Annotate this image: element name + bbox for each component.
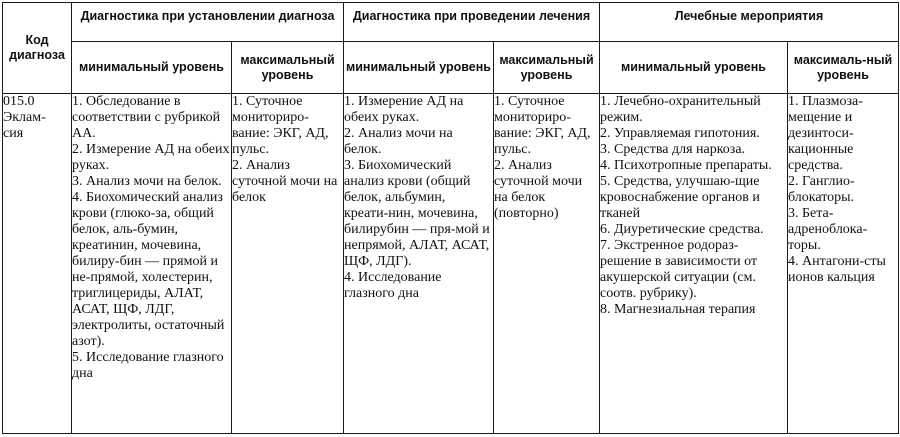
treat-diag-max-level-header: максимальный уровень — [494, 42, 600, 94]
header-row-groups — [3, 3, 899, 42]
treat-diag-max-cell — [494, 94, 600, 434]
list-item: 2. Анализ мочи на белок. — [344, 126, 453, 157]
list-item: 3. Анализ мочи на белок. — [72, 174, 222, 189]
diag-min-cell — [72, 94, 232, 434]
treatment-measures-group-header: Лечебные мероприятия — [600, 3, 899, 42]
list-item: 3. Биохомический анализ крови (общий белок, альбумин, креати-нин, мочевина, билирубин — пря-мой и непрямой, АЛАТ, АСАТ, ЩФ, ЛДГ). — [344, 158, 490, 269]
code-header: Код диагноза — [3, 3, 72, 94]
list-item: 2. Анализ суточной мочи на белок (повторно) — [494, 158, 583, 221]
diagnosis-treatment-table — [2, 2, 899, 434]
list-item: 2. Измерение АД на обеих руках. — [72, 142, 230, 173]
measures-max-cell — [788, 94, 899, 434]
diag-max-cell — [232, 94, 344, 434]
list-item: 5. Исследование глазного дна — [72, 350, 224, 381]
list-item: 1. Обследование в соответствии с рубрикой АА. — [72, 94, 221, 141]
list-item: 1. Измерение АД на обеих руках. — [344, 94, 464, 125]
list-item: 4. Психотропные препараты. — [600, 158, 772, 173]
list-item: 1. Лечебно-охранительный режим. — [600, 94, 761, 125]
list-item: 7. Экстренное родораз-решение в зависимости от акушерской ситуации (см. соотв. рубрику). — [600, 238, 758, 301]
list-item: 4. Антагони-сты ионов кальция — [788, 254, 886, 285]
list-item: 3. Бета-адреноблока-торы. — [788, 206, 868, 253]
list-item: 2. Анализ суточной мочи на белок — [232, 158, 338, 205]
diag-max-level-header: максимальный уровень — [232, 42, 344, 94]
list-item: 2. Ганглио-блокаторы. — [788, 174, 855, 205]
treatment-diagnosis-group-header: Диагностика при проведении лечения — [344, 3, 600, 42]
diagnosis-code-cell: 015.0 Эклам-сия — [3, 94, 72, 434]
list-item: 1. Плазмоза-мещение и дезинтоси-кационные средства. — [788, 94, 863, 173]
list-item: 5. Средства, улучшаю-щие кровоснабжение органов и тканей — [600, 174, 760, 221]
measures-min-cell — [600, 94, 788, 434]
list-item: 8. Магнезиальная терапия — [600, 302, 756, 317]
diagnosis-group-header: Диагностика при установлении диагноза — [72, 3, 344, 42]
list-item: 3. Средства для наркоза. — [600, 142, 746, 157]
treat-diag-min-cell — [344, 94, 494, 434]
list-item: 2. Управляемая гипотония. — [600, 126, 760, 141]
measures-min-level-header: минимальный уровень — [600, 42, 788, 94]
treat-diag-min-level-header: минимальный уровень — [344, 42, 494, 94]
table-row — [3, 94, 899, 434]
measures-max-level-header: максималь-ный уровень — [788, 42, 899, 94]
list-item: 6. Диуретические средства. — [600, 222, 764, 237]
header-row-levels — [3, 42, 899, 94]
list-item: 1. Суточное мониториро-вание: ЭКГ, АД, пульс. — [494, 94, 591, 157]
diag-min-level-header: минимальный уровень — [72, 42, 232, 94]
list-item: 4. Биохомический анализ крови (глюко-за, общий белок, аль-бумин, креатинин, мочевина, билиру-бин — прямой и не-прямой, холестерин, триглицериды, АЛАТ, АСАТ, ЩФ, ЛДГ, электролиты, остаточный азот). — [72, 190, 225, 349]
list-item: 4. Исследование глазного дна — [344, 270, 442, 301]
list-item: 1. Суточное мониториро-вание: ЭКГ, АД, пульс. — [232, 94, 329, 157]
